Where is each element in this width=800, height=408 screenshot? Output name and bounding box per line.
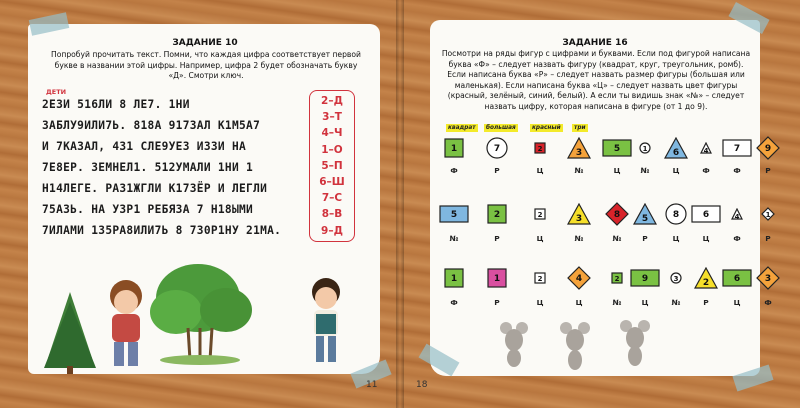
square-figure (611, 272, 623, 284)
boy-right (312, 278, 340, 362)
example-tag: большая (486, 125, 516, 131)
figure-number: 1 (493, 274, 501, 284)
forest-illustration (28, 248, 380, 374)
figure-label: № (612, 234, 622, 243)
figure-label: Ф (764, 298, 772, 307)
circle-figure (665, 203, 687, 225)
diamond-figure (756, 266, 780, 290)
figure-number: 4 (703, 147, 709, 154)
figure-number: 3 (575, 148, 583, 158)
triangle-figure (567, 203, 591, 225)
figure-label: Р (765, 166, 771, 175)
figure-label: Ц (536, 298, 544, 307)
key-item: 3–Т (322, 111, 342, 124)
diamond-figure (761, 207, 775, 221)
figure-label: Ц (641, 298, 649, 307)
key-item: 5–П (321, 159, 343, 172)
right-task-instruction: Посмотри на ряды фигур с цифрами и буквами. Если под фигурой написана буква «Ф» – следует назвать фигуру (квадрат, круг, треугольник, ромб). Если написана буква «Р» – следует назвать размер фигуры (большая или маленькая). Если написана буква «Ц» – следует назвать цвет фигуры (красный, зелёный, синий, белый). А если ты видишь знак «№» – следует назвать цифру, которая написана в фигуре (от 1 до 9). (441, 49, 751, 111)
figure-label: Р (494, 298, 500, 307)
figure-label: Р (494, 166, 500, 175)
figure-label: № (574, 234, 584, 243)
book-gutter (396, 0, 404, 408)
green-bush (150, 264, 252, 365)
circle-figure (670, 272, 682, 284)
diamond-figure (605, 202, 629, 226)
figure-label: Ф (733, 234, 741, 243)
figure-number: 4 (734, 213, 740, 220)
figure-number: 2 (537, 275, 543, 283)
figure-number: 6 (672, 148, 680, 158)
figure-number: 4 (575, 274, 583, 284)
square-figure (487, 204, 507, 224)
figure-label: Ф (450, 298, 458, 307)
figure-number: 3 (673, 275, 679, 283)
cipher-key (309, 90, 355, 242)
figure-label: Р (494, 234, 500, 243)
figure-label: № (640, 166, 650, 175)
figure-number: 5 (641, 214, 649, 224)
coded-line: Н14ЛЕГЕ. РАЗ1ЖГЛИ К173ЁР И ЛЕГЛИ (42, 182, 268, 195)
diamond-figure (756, 136, 780, 160)
circle-figure (639, 142, 651, 154)
figure-label: Ц (702, 234, 710, 243)
figure-label: Р (703, 298, 709, 307)
figure-number: 1 (450, 144, 458, 154)
boy-left (110, 280, 142, 366)
square-figure (534, 208, 546, 220)
rect-figure (439, 205, 469, 223)
key-item: 8–В (321, 208, 343, 221)
figure-label: Р (765, 234, 771, 243)
example-tag: красный (532, 125, 561, 131)
figure-label: Ц (733, 298, 741, 307)
figure-number: 6 (733, 274, 741, 284)
key-item: 9–Д (321, 224, 343, 237)
figure-number: 9 (764, 144, 772, 154)
left-task-title: ЗАДАНИЕ 10 (172, 38, 238, 48)
figure-number: 2 (537, 145, 543, 153)
figure-label: № (574, 166, 584, 175)
coded-line: 2ЕЗИ 516ЛИ 8 ЛЕ7. 1НИ (42, 98, 190, 111)
key-item: 6–Ш (319, 176, 345, 188)
key-item: 2–Д (321, 95, 343, 107)
rect-figure (722, 139, 752, 157)
figure-label: Ц (672, 234, 680, 243)
figure-number: 6 (702, 210, 710, 220)
square-figure (487, 268, 507, 288)
figure-number: 3 (764, 274, 772, 284)
figure-number: 1 (765, 211, 771, 219)
figure-number: 1 (642, 145, 648, 153)
square-figure (444, 138, 464, 158)
example-tag: квадрат (448, 125, 476, 131)
figure-number: 5 (613, 144, 621, 154)
example-tag: три (574, 125, 586, 131)
coded-line: ЗАБЛУ9ИЛИ7Ь. 818А 9173АЛ К1М5А7 (42, 119, 261, 132)
figure-label: № (612, 298, 622, 307)
figure-label: Ц (536, 234, 544, 243)
triangle-figure (731, 208, 743, 220)
figure-label: № (671, 298, 681, 307)
mice-illustration (490, 318, 660, 378)
figure-label: Р (642, 234, 648, 243)
coded-line: И 7КАЗАЛ, 431 СЛЕ9УЕЗ ИЗ3И НА (42, 140, 247, 153)
triangle-figure (700, 142, 712, 154)
mouse-right (620, 320, 650, 366)
figure-number: 2 (537, 211, 543, 219)
figure-number: 8 (613, 210, 621, 220)
figure-number: 3 (575, 214, 583, 224)
figure-number: 7 (733, 144, 741, 154)
rect-figure (691, 205, 721, 223)
figure-number: 7 (493, 144, 501, 154)
square-figure (534, 272, 546, 284)
figure-label: Ц (575, 298, 583, 307)
figure-number: 2 (493, 210, 501, 220)
figure-label: Ф (733, 166, 741, 175)
key-item: 4–Ч (321, 127, 343, 140)
triangle-figure (694, 267, 718, 289)
key-item: 7–С (321, 192, 343, 205)
coded-line: 75АЗЬ. НА УЗР1 РЕБЯЗА 7 Н18ЫМИ (42, 203, 254, 216)
fir-tree (44, 292, 96, 374)
right-task-title: ЗАДАНИЕ 16 (562, 38, 628, 48)
left-task-instruction: Попробуй прочитать текст. Помни, что каждая цифра соответствует первой букве в названии этой цифры. Например, цифра 2 будет обозначать букву «Д». Смотри ключ. (51, 50, 361, 80)
rect-figure (602, 139, 632, 157)
figure-label: Ц (613, 166, 621, 175)
figure-label: Ф (450, 166, 458, 175)
text-label: ДЕТИ (46, 88, 67, 96)
diamond-figure (567, 266, 591, 290)
figure-number: 2 (702, 278, 710, 288)
coded-line: 7ИЛАМИ 135РА8ИЛИ7Ь 8 730Р1НУ 21МА. (42, 224, 282, 237)
figure-label: Ц (672, 166, 680, 175)
right-page-number: 18 (416, 380, 428, 390)
figure-number: 5 (450, 210, 458, 220)
rect-figure (722, 269, 752, 287)
figure-number: 8 (672, 210, 680, 220)
triangle-figure (633, 203, 657, 225)
key-item: 1–О (321, 143, 343, 156)
figure-label: Ц (536, 166, 544, 175)
square-figure (444, 268, 464, 288)
figure-number: 2 (614, 275, 620, 283)
figure-label: Ф (702, 166, 710, 175)
left-page-number: 11 (366, 380, 378, 390)
square-figure (534, 142, 546, 154)
coded-line: 7Е8ЕР. ЗЕМНЕЛ1. 512УМАЛИ 1НИ 1 (42, 161, 254, 174)
triangle-figure (664, 137, 688, 159)
rect-figure (630, 269, 660, 287)
figure-number: 9 (641, 274, 649, 284)
mouse-left (500, 322, 528, 367)
figure-label: № (449, 234, 459, 243)
triangle-figure (567, 137, 591, 159)
circle-figure (486, 137, 508, 159)
mouse-middle (560, 322, 590, 370)
figure-number: 1 (450, 274, 458, 284)
